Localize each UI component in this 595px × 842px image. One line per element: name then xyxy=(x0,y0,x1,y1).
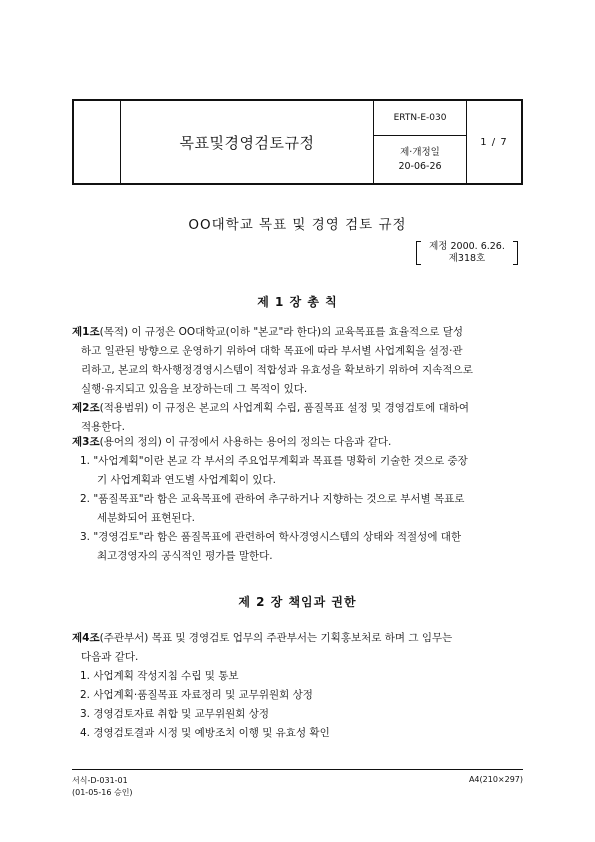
enactment-number: 제318호 xyxy=(448,253,486,264)
article-label: 제2조 xyxy=(72,402,100,414)
doc-code: ERTN-E-030 xyxy=(374,101,466,136)
article-text: 실행·유지되고 있음을 보장하는데 그 목적이 있다. xyxy=(81,383,308,395)
header-meta-cell xyxy=(374,101,467,183)
article-text: (주관부서) 목표 및 경영검토 업무의 주관부서는 기획홍보처로 하며 그 임무는 xyxy=(99,632,453,644)
chapter-1-title: 제 1 장 총 칙 xyxy=(257,295,338,309)
article-text: (용어의 정의) 이 규정에서 사용하는 용어의 정의는 다음과 같다. xyxy=(99,436,392,448)
list-item: 1. "사업계획"이란 본교 각 부서의 주요업무계획과 목표를 명확히 기술한 것으로 중장 기 사업계획과 연도별 사업계획이 있다. xyxy=(80,455,468,486)
footer-divider xyxy=(72,769,523,770)
list-item: 3. "경영검토"라 함은 품질목표에 관련하여 학사경영시스템의 상태와 적절성에 대한 최고경영자의 공식적인 평가를 말한다. xyxy=(80,531,462,562)
chapter-2-title: 제 2 장 책임과 권한 xyxy=(238,595,357,609)
header-title: 목표및경영검토규정 xyxy=(121,101,374,183)
article-2 xyxy=(72,399,527,437)
revision-label: 제·개정일 xyxy=(400,146,440,158)
logo-cell xyxy=(74,101,121,183)
article-text: 적용한다. xyxy=(81,421,125,433)
article-4 xyxy=(72,629,527,667)
list-item: 2. "품질목표"라 함은 교육목표에 관하여 추구하거나 지향하는 것으로 부서별 목표로 세분화되어 표현된다. xyxy=(80,493,465,524)
article-text: (목적) 이 규정은 OO대학교(이하 "본교"라 한다)의 교육목표를 효율적으로 달성 xyxy=(99,326,464,338)
page-number: 1 / 7 xyxy=(480,136,508,148)
revision-info xyxy=(374,136,466,183)
article-text: 리하고, 본교의 학사행정경영시스템이 적합성과 유효성을 확보하기 위하여 지속적으로 xyxy=(81,364,473,376)
article-text: 하고 일관된 방향으로 운영하기 위하여 대학 목표에 따라 부서별 사업계획을 설정·관 xyxy=(81,345,463,357)
enactment-date: 제정 2000. 6.26. xyxy=(429,241,505,252)
form-code: 서식-D-031-01 xyxy=(72,776,128,785)
document-header-table xyxy=(72,99,523,185)
right-bracket xyxy=(513,241,518,265)
left-bracket xyxy=(416,241,421,265)
list-item: 4. 경영검토결과 시정 및 예방조치 이행 및 유효성 확인 xyxy=(80,727,330,739)
approval-date: (01-05-16 승인) xyxy=(72,788,133,797)
enactment-bracket xyxy=(416,239,518,266)
article-4-duties xyxy=(80,667,527,743)
article-3-definitions xyxy=(80,452,527,566)
list-item: 3. 경영검토자료 취합 및 교무위원회 상정 xyxy=(80,708,269,720)
article-label: 제1조 xyxy=(72,326,100,338)
article-1 xyxy=(72,323,527,399)
document-title: OO대학교 목표 및 경영 검토 규정 xyxy=(188,217,407,233)
article-text: (적용범위) 이 규정은 본교의 사업계획 수립, 품질목표 설정 및 경영검토에 대하여 xyxy=(99,402,470,414)
article-3 xyxy=(72,433,527,452)
paper-size: A4(210×297) xyxy=(468,775,523,784)
list-item: 2. 사업계획·품질목표 자료정리 및 교무위원회 상정 xyxy=(80,689,313,701)
revision-date: 20-06-26 xyxy=(398,160,442,172)
footer-form-info xyxy=(72,775,133,799)
article-text: 다음과 같다. xyxy=(81,651,139,663)
list-item: 1. 사업계획 작성지침 수립 및 통보 xyxy=(80,670,239,682)
article-label: 제3조 xyxy=(72,436,100,448)
article-label: 제4조 xyxy=(72,632,100,644)
